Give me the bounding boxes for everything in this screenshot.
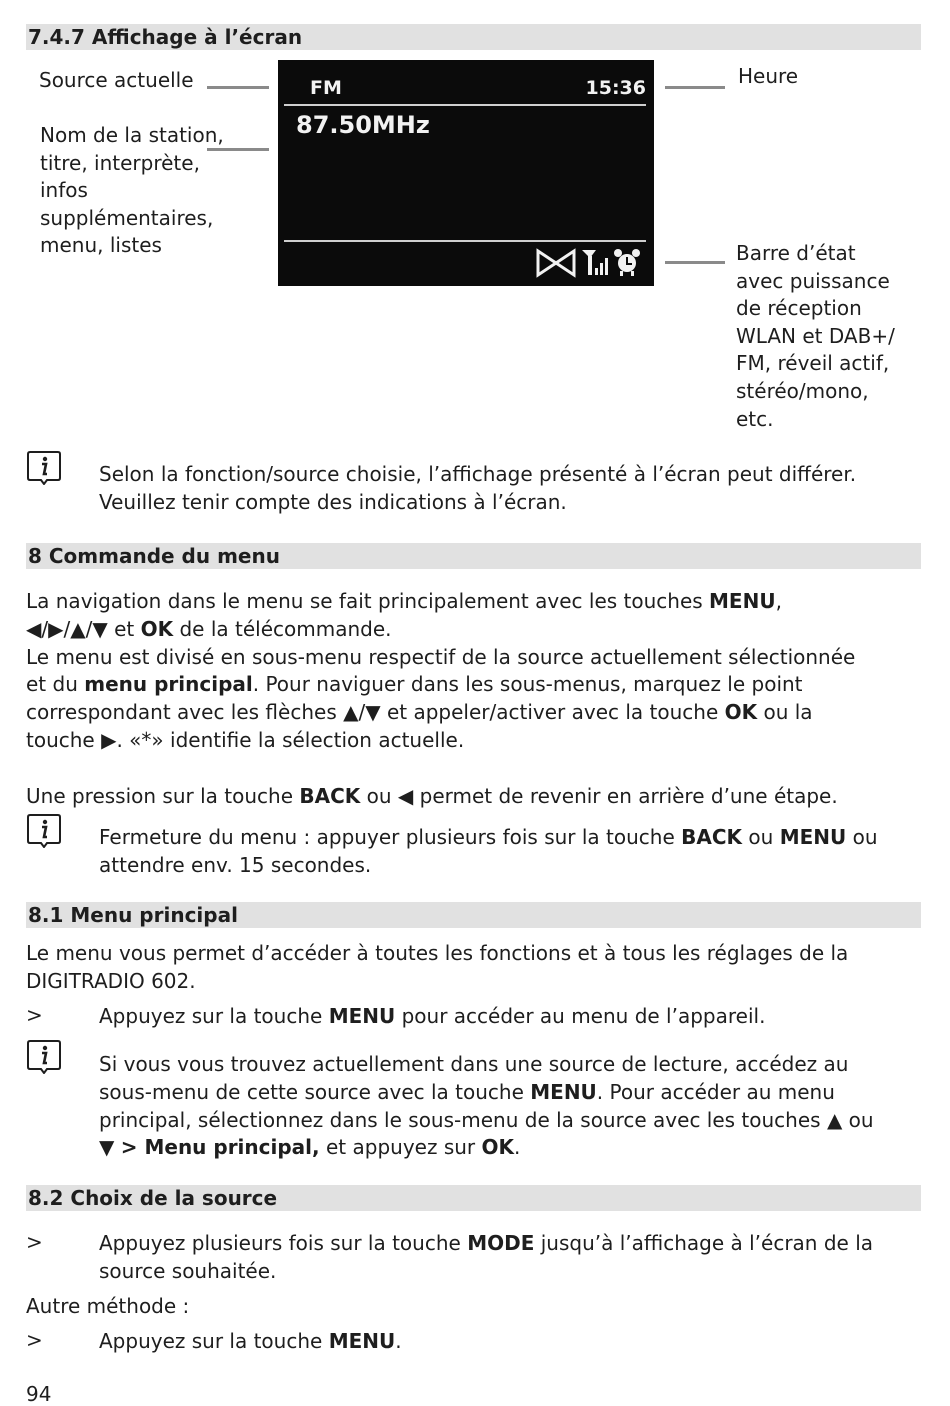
info-line: attendre env. 15 secondes. xyxy=(99,852,372,877)
step-marker: > xyxy=(26,1328,43,1352)
stereo-icon xyxy=(538,251,574,275)
info-line: sous-menu de cette source avec la touche MENU. Pour accéder au menu xyxy=(99,1079,835,1104)
info-icon xyxy=(26,812,62,848)
step-marker: > xyxy=(26,1230,43,1254)
info-line: Si vous vous trouvez actuellement dans une source de lecture, accédez au xyxy=(99,1052,849,1076)
info-text-7-4-7 xyxy=(99,461,856,517)
label-station-line: menu, listes xyxy=(40,233,162,258)
lcd-frequency: 87.50MHz xyxy=(296,111,430,139)
para-line: et du menu principal. Pour naviguer dans les sous-menus, marquez le point xyxy=(26,672,803,697)
step-line: Appuyez plusieurs fois sur la touche MODE jusqu’à l’affichage à l’écran de la xyxy=(99,1231,874,1255)
info-line: Fermeture du menu : appuyer plusieurs fois sur la touche BACK ou MENU ou xyxy=(99,825,878,849)
label-station-line: Nom de la station, xyxy=(40,123,224,147)
info-line: principal, sélectionnez dans le sous-menu de la source avec les touches ▲ ou xyxy=(99,1107,874,1132)
label-status-line: avec puissance xyxy=(736,268,890,293)
para-line: Une pression sur la touche BACK ou ◀ permet de revenir en arrière d’une étape. xyxy=(26,783,838,808)
para-line: DIGITRADIO 602. xyxy=(26,968,196,993)
para-line: Le menu est divisé en sous-menu respectif de la source actuellement sélectionnée xyxy=(26,644,856,669)
label-station-line: infos xyxy=(40,178,88,203)
section-title-8-1: 8.1 Menu principal xyxy=(26,902,921,928)
step-text xyxy=(99,1230,873,1286)
alt-method-label: Autre méthode : xyxy=(26,1294,190,1318)
lcd-divider-top xyxy=(284,104,646,106)
label-status-line: etc. xyxy=(736,406,774,431)
label-time: Heure xyxy=(738,64,799,88)
para-line: touche ▶. «*» identifie la sélection actuelle. xyxy=(26,727,465,752)
label-status-line: WLAN et DAB+/ xyxy=(736,323,895,348)
step-marker: > xyxy=(26,1003,43,1027)
label-station-info xyxy=(40,122,250,260)
step-text: Appuyez sur la touche MENU. xyxy=(99,1329,402,1353)
leader-line-status xyxy=(665,261,725,264)
section-8-body xyxy=(26,588,855,810)
lcd-screen xyxy=(278,60,654,286)
info-icon xyxy=(26,1038,62,1074)
label-current-source: Source actuelle xyxy=(39,68,194,92)
lcd-source: FM xyxy=(310,77,342,99)
info-line: ▼ > Menu principal, et appuyez sur OK. xyxy=(99,1135,521,1160)
info-text-8-1 xyxy=(99,1051,874,1162)
section-8-1-body xyxy=(26,940,848,996)
label-status-bar xyxy=(736,240,936,433)
label-station-line: supplémentaires, xyxy=(40,205,214,230)
label-station-line: titre, interprète, xyxy=(40,150,200,175)
label-status-line: de réception xyxy=(736,296,862,321)
section-title-8: 8 Commande du menu xyxy=(26,543,921,569)
signal-strength-icon xyxy=(582,250,608,275)
label-status-line: FM, réveil actif, xyxy=(736,351,890,376)
section-title-7-4-7: 7.4.7 Affichage à l’écran xyxy=(26,24,921,50)
lcd-status-icons xyxy=(534,246,644,278)
info-line: Selon la fonction/source choisie, l’affichage présenté à l’écran peut différer. xyxy=(99,462,857,486)
para-line: La navigation dans le menu se fait principalement avec les touches MENU, xyxy=(26,589,782,613)
step-text: Appuyez sur la touche MENU pour accéder au menu de l’appareil. xyxy=(99,1004,766,1028)
para-line: correspondant avec les flèches ▲/▼ et appeler/activer avec la touche OK ou la xyxy=(26,700,813,725)
lcd-divider-bottom xyxy=(284,240,646,242)
info-icon xyxy=(26,449,62,485)
leader-line-source xyxy=(207,86,269,89)
para-line: Le menu vous permet d’accéder à toutes les fonctions et à tous les réglages de la xyxy=(26,941,849,965)
info-line: Veuillez tenir compte des indications à l’écran. xyxy=(99,489,567,514)
section-title-8-2: 8.2 Choix de la source xyxy=(26,1185,921,1211)
info-text-8 xyxy=(99,824,878,880)
page-number: 94 xyxy=(26,1382,52,1406)
step-line: source souhaitée. xyxy=(99,1258,277,1283)
label-status-line: Barre d’état xyxy=(736,241,856,265)
leader-line-time xyxy=(665,86,725,89)
label-status-line: stéréo/mono, xyxy=(736,378,869,403)
leader-line-station xyxy=(207,148,269,151)
alarm-icon xyxy=(614,249,640,276)
para-line: ◀/▶/▲/▼ et OK de la télécommande. xyxy=(26,616,392,641)
lcd-time: 15:36 xyxy=(585,77,646,99)
